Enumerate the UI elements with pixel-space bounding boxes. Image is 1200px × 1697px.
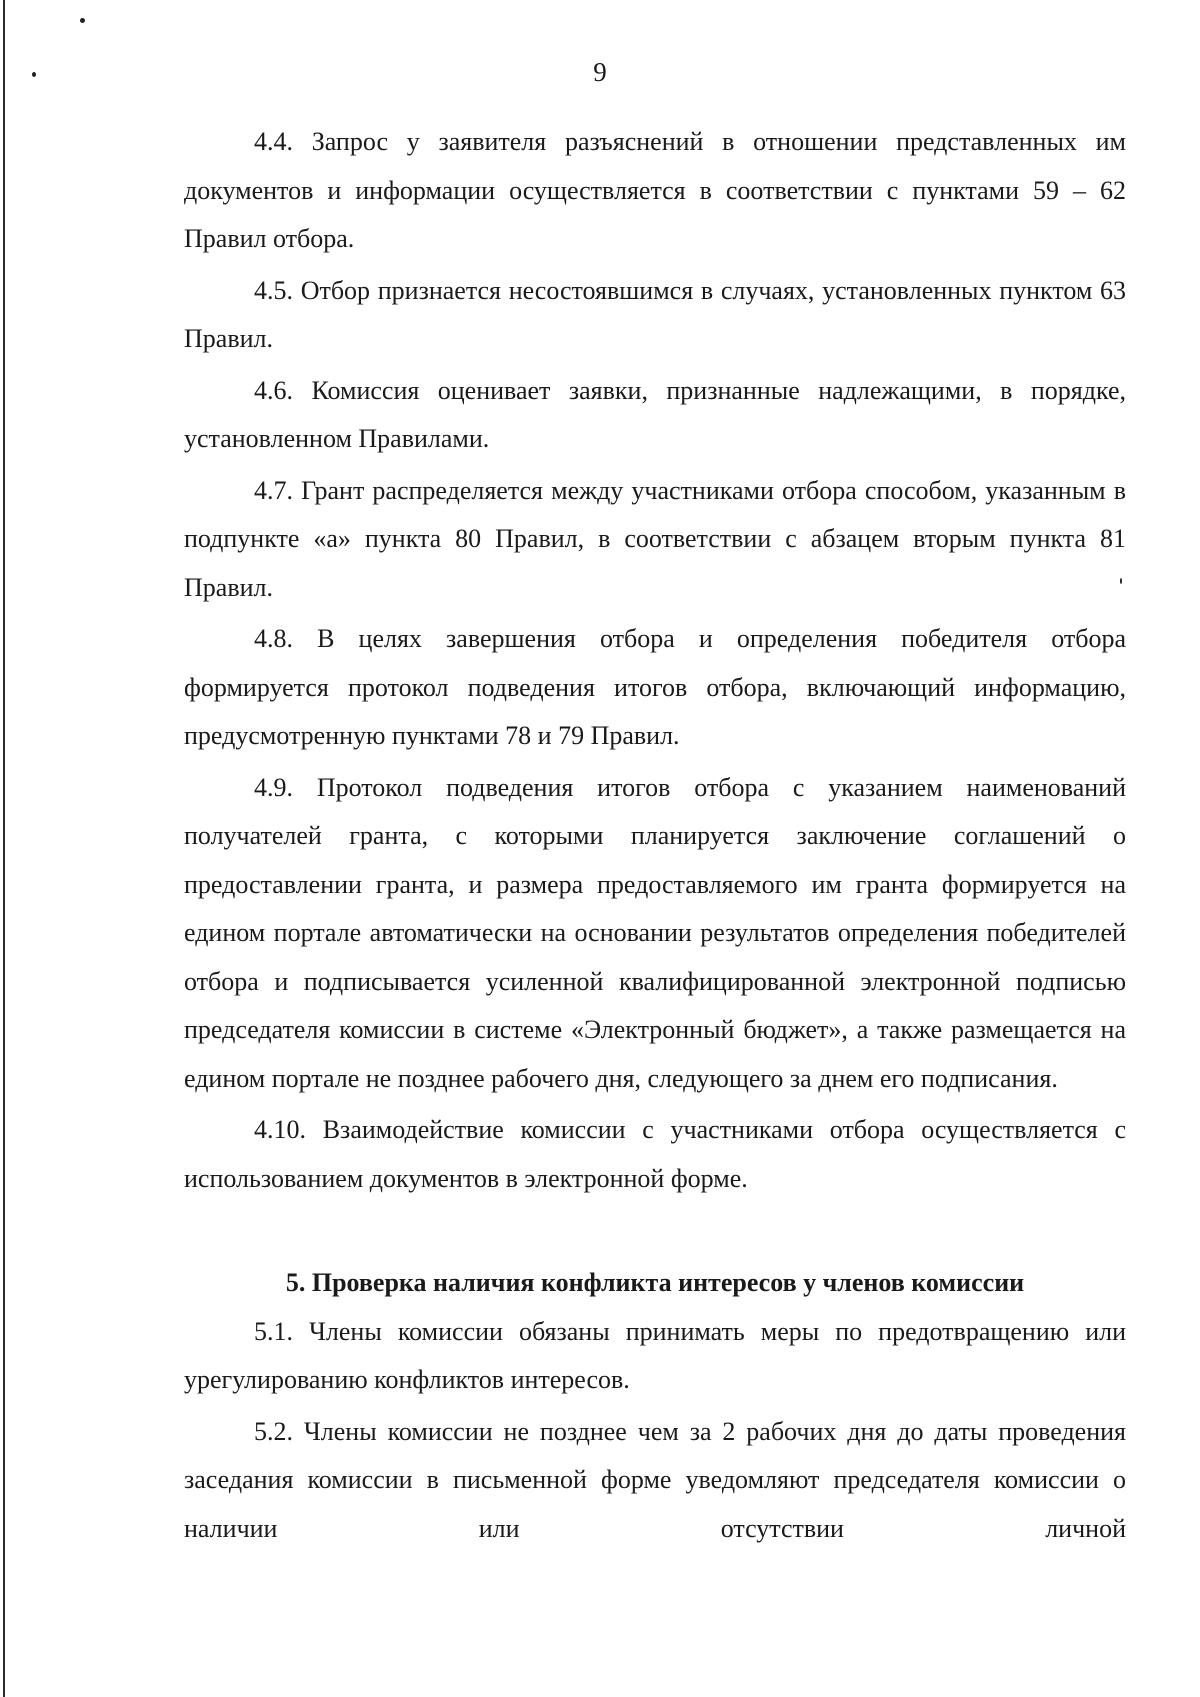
document-body xyxy=(184,118,1126,1556)
page-number: 9 xyxy=(593,57,607,87)
paragraph-4-5: 4.5. Отбор признается несостоявшимся в случаях, установленных пунктом 63 Правил. xyxy=(184,275,1126,353)
paragraph-4-9: 4.9. Протокол подведения итогов отбора с указанием наименований получателей гранта, с которыми планируется заключение соглашений о предоставлении гранта, и размера предоставляемого им гранта формируется на едином портале автоматически на основании результатов определения победителей отбора и подписывается усиленной квалифицированной электронной подписью председателя комиссии в системе «Электронный бюджет», а также размещается на едином портале не позднее рабочего дня, следующего за днем его подписания. xyxy=(184,772,1126,1093)
scan-speck xyxy=(80,18,85,23)
paragraph-4-6: 4.6. Комиссия оценивает заявки, признанные надлежащими, в порядке, установленном Правилами. xyxy=(184,375,1126,453)
paragraph-4-8: 4.8. В целях завершения отбора и определения победителя отбора формируется протокол подведения итогов отбора, включающий информацию, предусмотренную пунктами 78 и 79 Правил. xyxy=(184,624,1126,750)
scan-edge-line xyxy=(3,0,5,1697)
paragraph-5-2: 5.2. Члены комиссии не позднее чем за 2 рабочих дня до даты проведения заседания комиссии в письменной форме уведомляют председателя комиссии о наличии или отсутствии личной xyxy=(184,1416,1126,1543)
paragraph-4-7: 4.7. Грант распределяется между участниками отбора способом, указанным в подпункте «а» пункта 80 Правил, в соответствии с абзацем вторым пункта 81 Правил. xyxy=(184,475,1126,602)
paragraph-4-4: 4.4. Запрос у заявителя разъяснений в отношении представленных им документов и информации осуществляется в соответствии с пунктами 59 – 62 Правил отбора. xyxy=(184,127,1126,253)
paragraph-5-1: 5.1. Члены комиссии обязаны принимать меры по предотвращению или урегулированию конфликтов интересов. xyxy=(184,1316,1126,1394)
section-5-heading: 5. Проверка наличия конфликта интересов у членов комиссии xyxy=(285,1268,1025,1297)
paragraph-4-10: 4.10. Взаимодействие комиссии с участниками отбора осуществляется с использованием документов в электронной форме. xyxy=(184,1115,1126,1193)
